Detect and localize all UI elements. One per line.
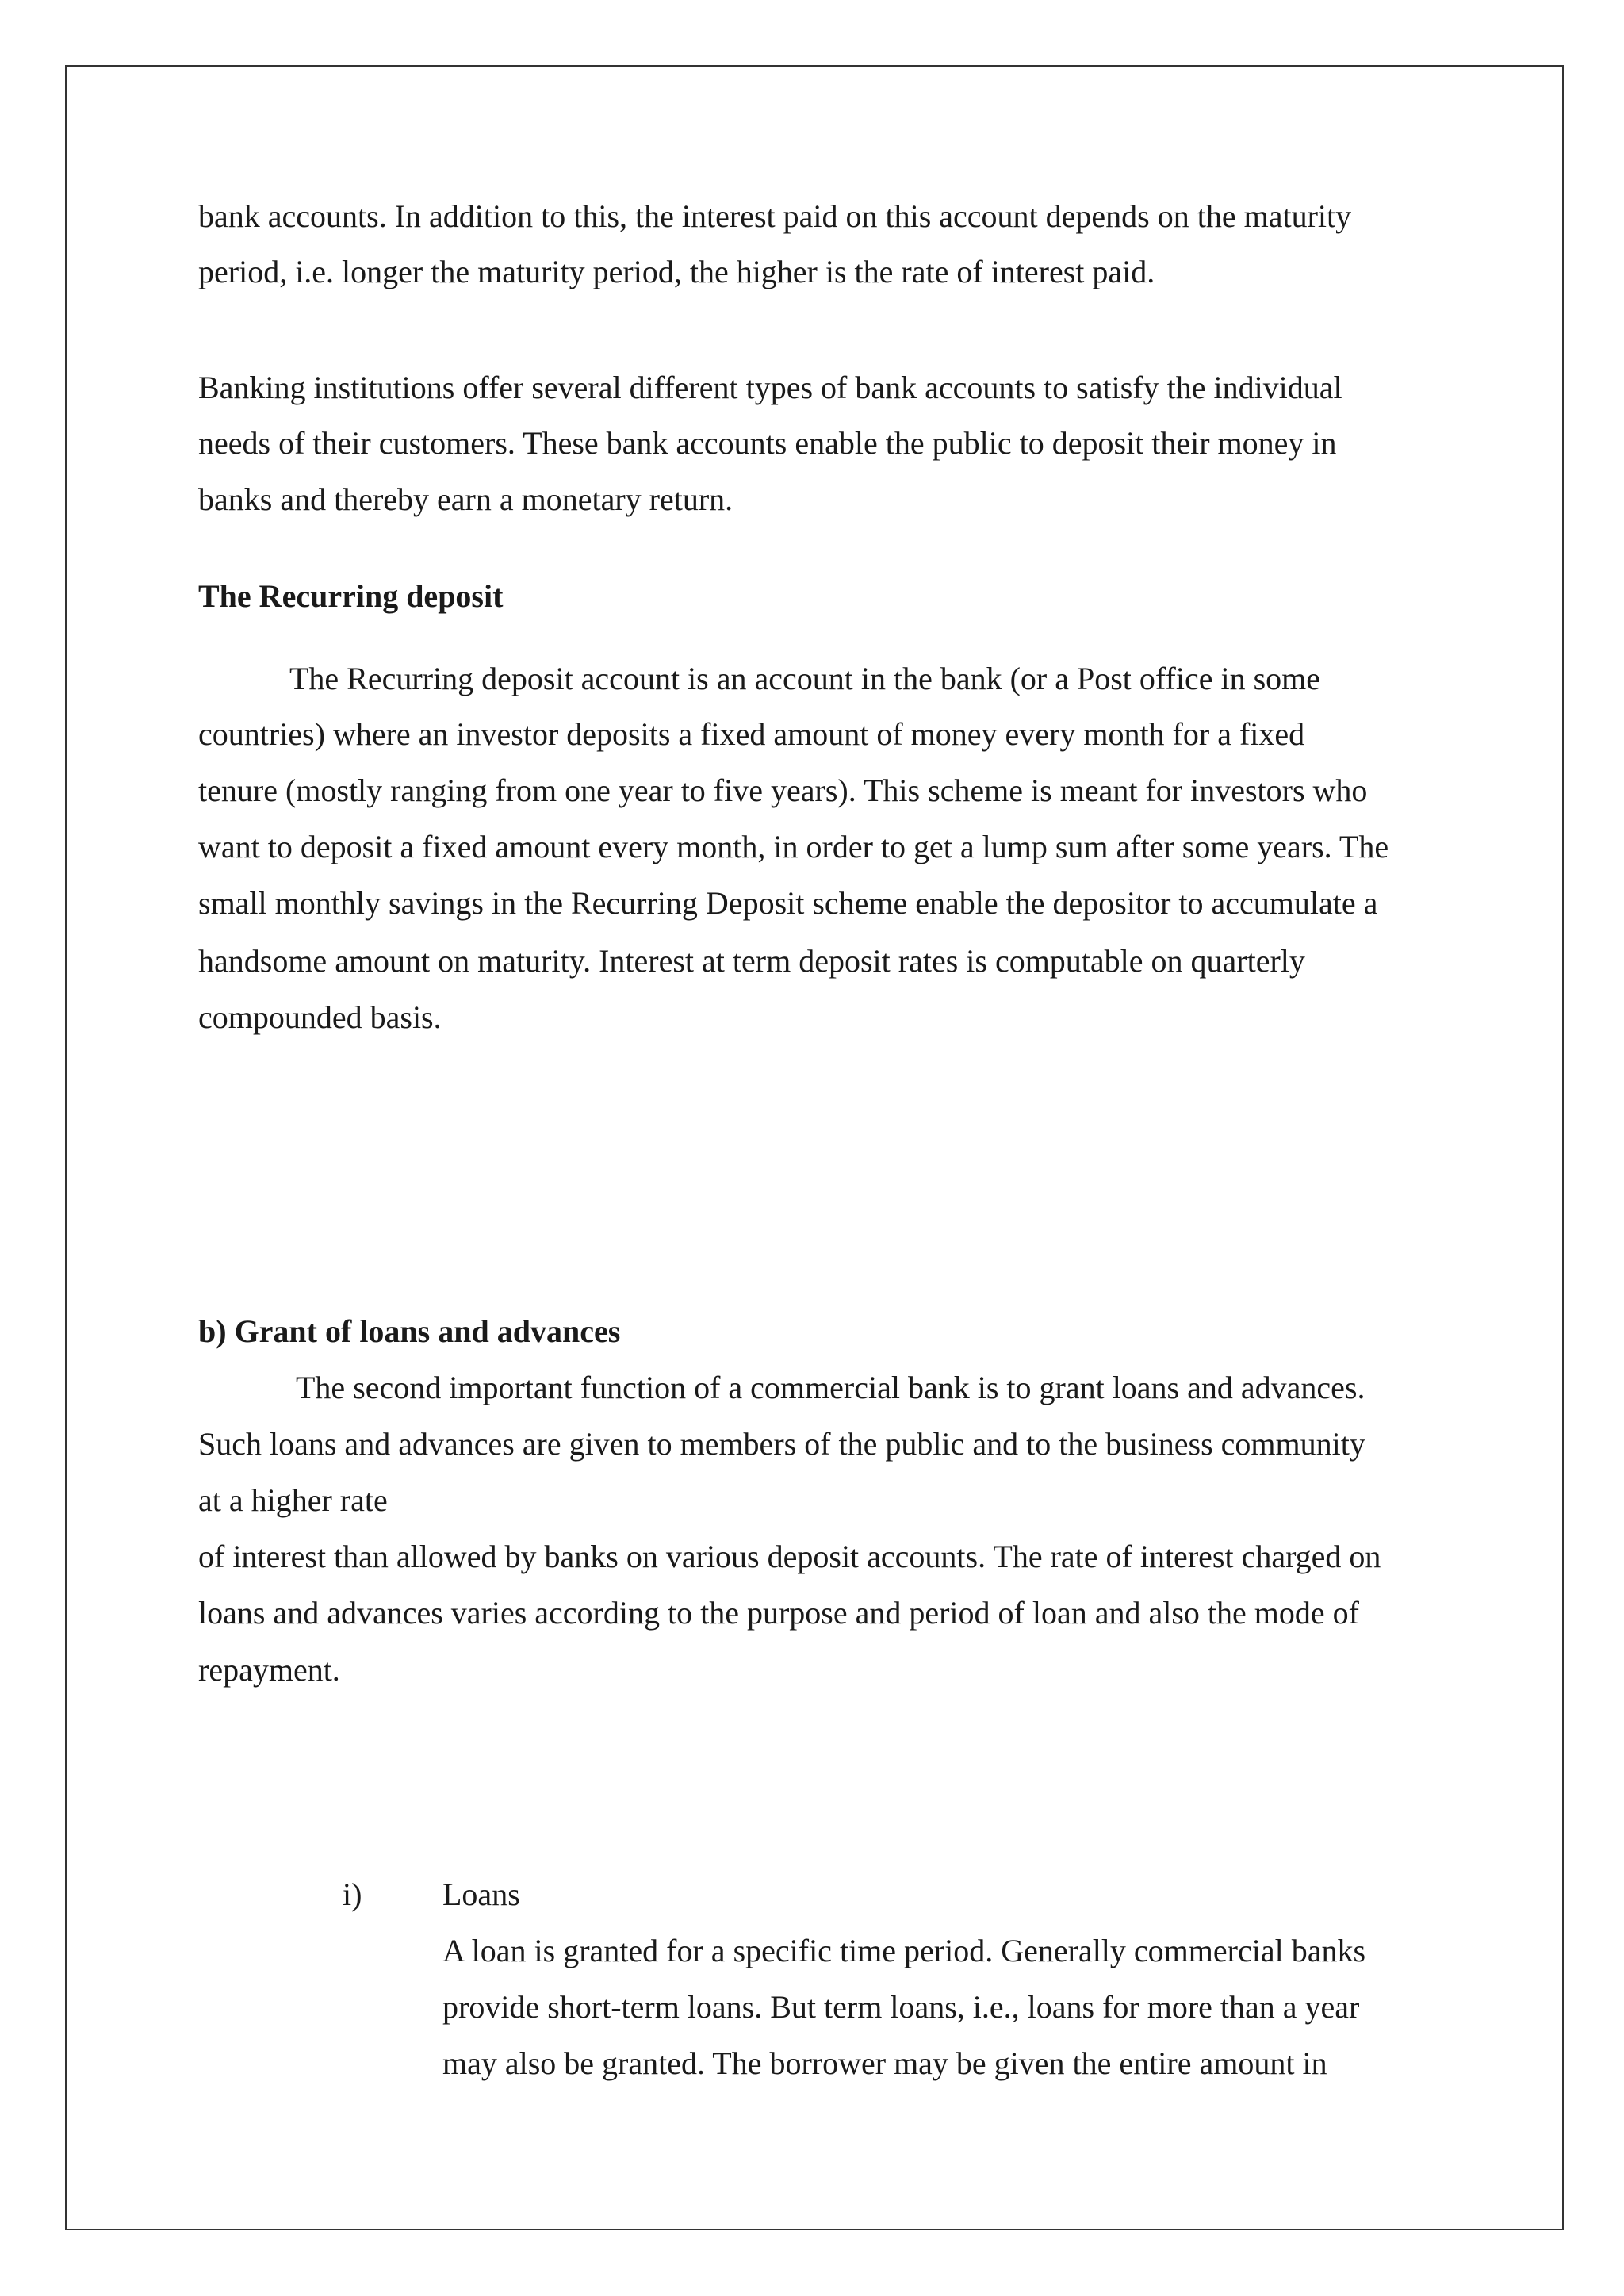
recurring-line-6: handsome amount on maturity. Interest at term deposit rates is computable on quarterly [198,943,1305,979]
recurring-line-3: tenure (mostly ranging from one year to five years). This scheme is meant for investors who [198,772,1368,808]
recurring-line-7: compounded basis. [198,999,442,1035]
banking-line-2: needs of their customers. These bank accounts enable the public to deposit their money in [198,425,1337,461]
banking-line-1: Banking institutions offer several different types of bank accounts to satisfy the individual [198,370,1342,405]
recurring-line-5: small monthly savings in the Recurring Deposit scheme enable the depositor to accumulate a [198,885,1378,921]
loans-section-line-1: The second important function of a commercial bank is to grant loans and advances. [296,1370,1365,1405]
recurring-line-1: The Recurring deposit account is an account in the bank (or a Post office in some [289,661,1320,696]
loans-item-line-2: provide short-term loans. But term loans, i.e., loans for more than a year [442,1989,1360,2025]
banking-line-3: banks and thereby earn a monetary return. [198,481,733,517]
intro-line-1: bank accounts. In addition to this, the interest paid on this account depends on the maturity [198,198,1352,234]
recurring-heading: The Recurring deposit [198,578,504,614]
loans-section-line-2: Such loans and advances are given to members of the public and to the business community [198,1426,1365,1462]
loans-item-line-3: may also be granted. The borrower may be given the entire amount in [442,2045,1327,2081]
recurring-line-2: countries) where an investor deposits a fixed amount of money every month for a fixed [198,716,1305,752]
loans-item-marker: i) [343,1876,362,1912]
loans-section-line-6: repayment. [198,1652,340,1688]
loans-section-line-3: at a higher rate [198,1482,388,1518]
loans-item-title: Loans [442,1876,520,1912]
loans-section-line-4: of interest than allowed by banks on various deposit accounts. The rate of interest charged on [198,1539,1381,1574]
loans-item-line-1: A loan is granted for a specific time period. Generally commercial banks [442,1933,1366,1968]
recurring-line-4: want to deposit a fixed amount every month, in order to get a lump sum after some years. The [198,829,1389,864]
intro-line-2: period, i.e. longer the maturity period, the higher is the rate of interest paid. [198,254,1155,289]
loans-section-heading: b) Grant of loans and advances [198,1313,621,1349]
loans-section-line-5: loans and advances varies according to the purpose and period of loan and also the mode of [198,1595,1359,1631]
